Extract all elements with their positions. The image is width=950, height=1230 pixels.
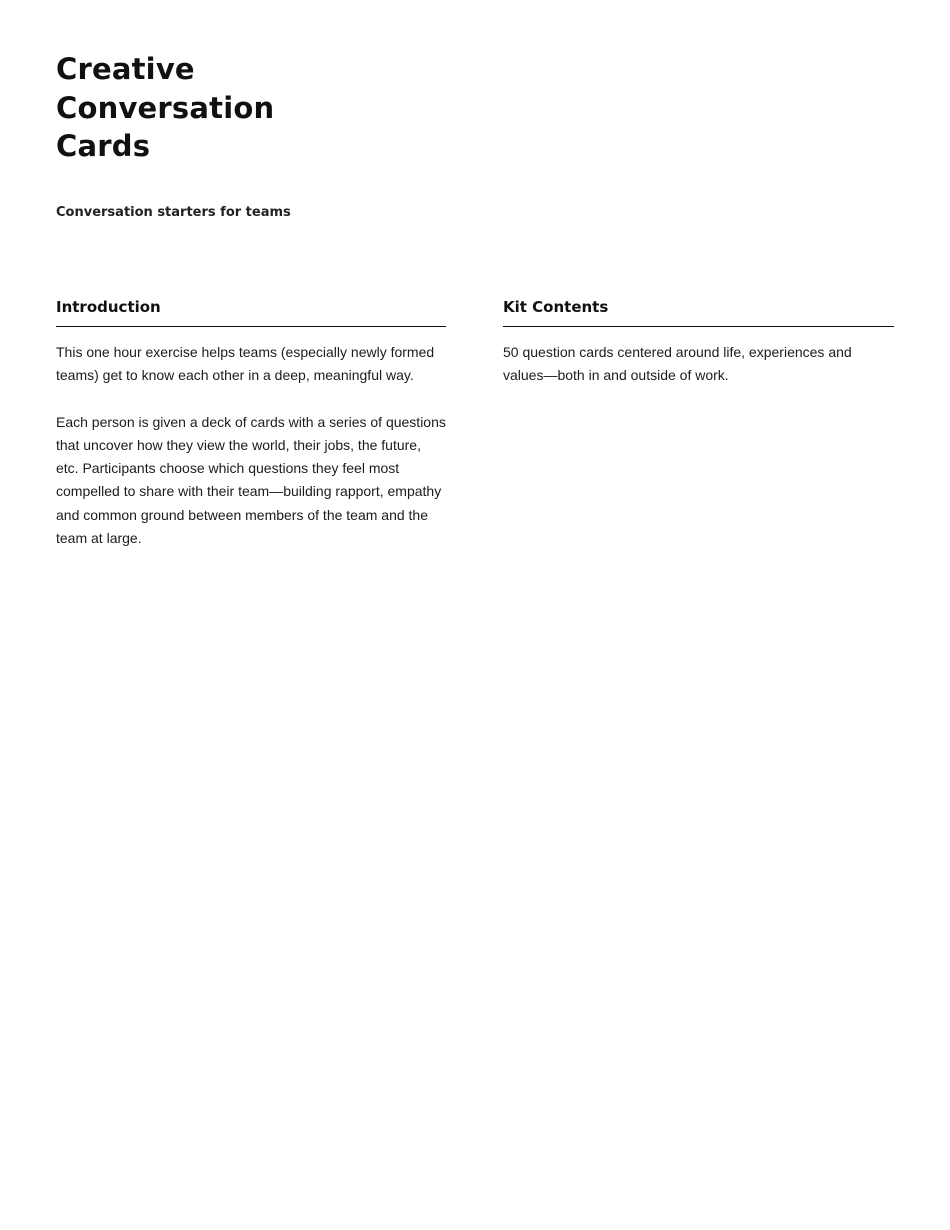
- introduction-paragraph-1: This one hour exercise helps teams (especially newly formed teams) get to know each other in a deep, meaningful way.: [56, 344, 435, 384]
- introduction-paragraph-2: Each person is given a deck of cards with a series of questions that uncover how they view the world, their jobs, the future, etc. Participants choose which questions they feel most compelled to share with their team—building rapport, empathy and common ground between members of the team and the team at large.: [56, 413, 446, 547]
- kit-contents-paragraph-1: 50 question cards centered around life, experiences and values—both in and outside of work.: [503, 344, 852, 384]
- page-subtitle: Conversation starters for teams: [56, 205, 291, 220]
- introduction-heading: Introduction: [56, 296, 446, 327]
- kit-contents-body: [503, 341, 894, 388]
- kit-contents-heading: Kit Contents: [503, 296, 894, 327]
- title-line-2: Conversation: [56, 90, 275, 125]
- title-line-3: Cards: [56, 129, 151, 163]
- page-title: [56, 50, 356, 166]
- introduction-body: [56, 341, 446, 550]
- introduction-section: [56, 296, 446, 573]
- kit-contents-section: [503, 296, 894, 411]
- title-line-1: Creative: [56, 52, 195, 86]
